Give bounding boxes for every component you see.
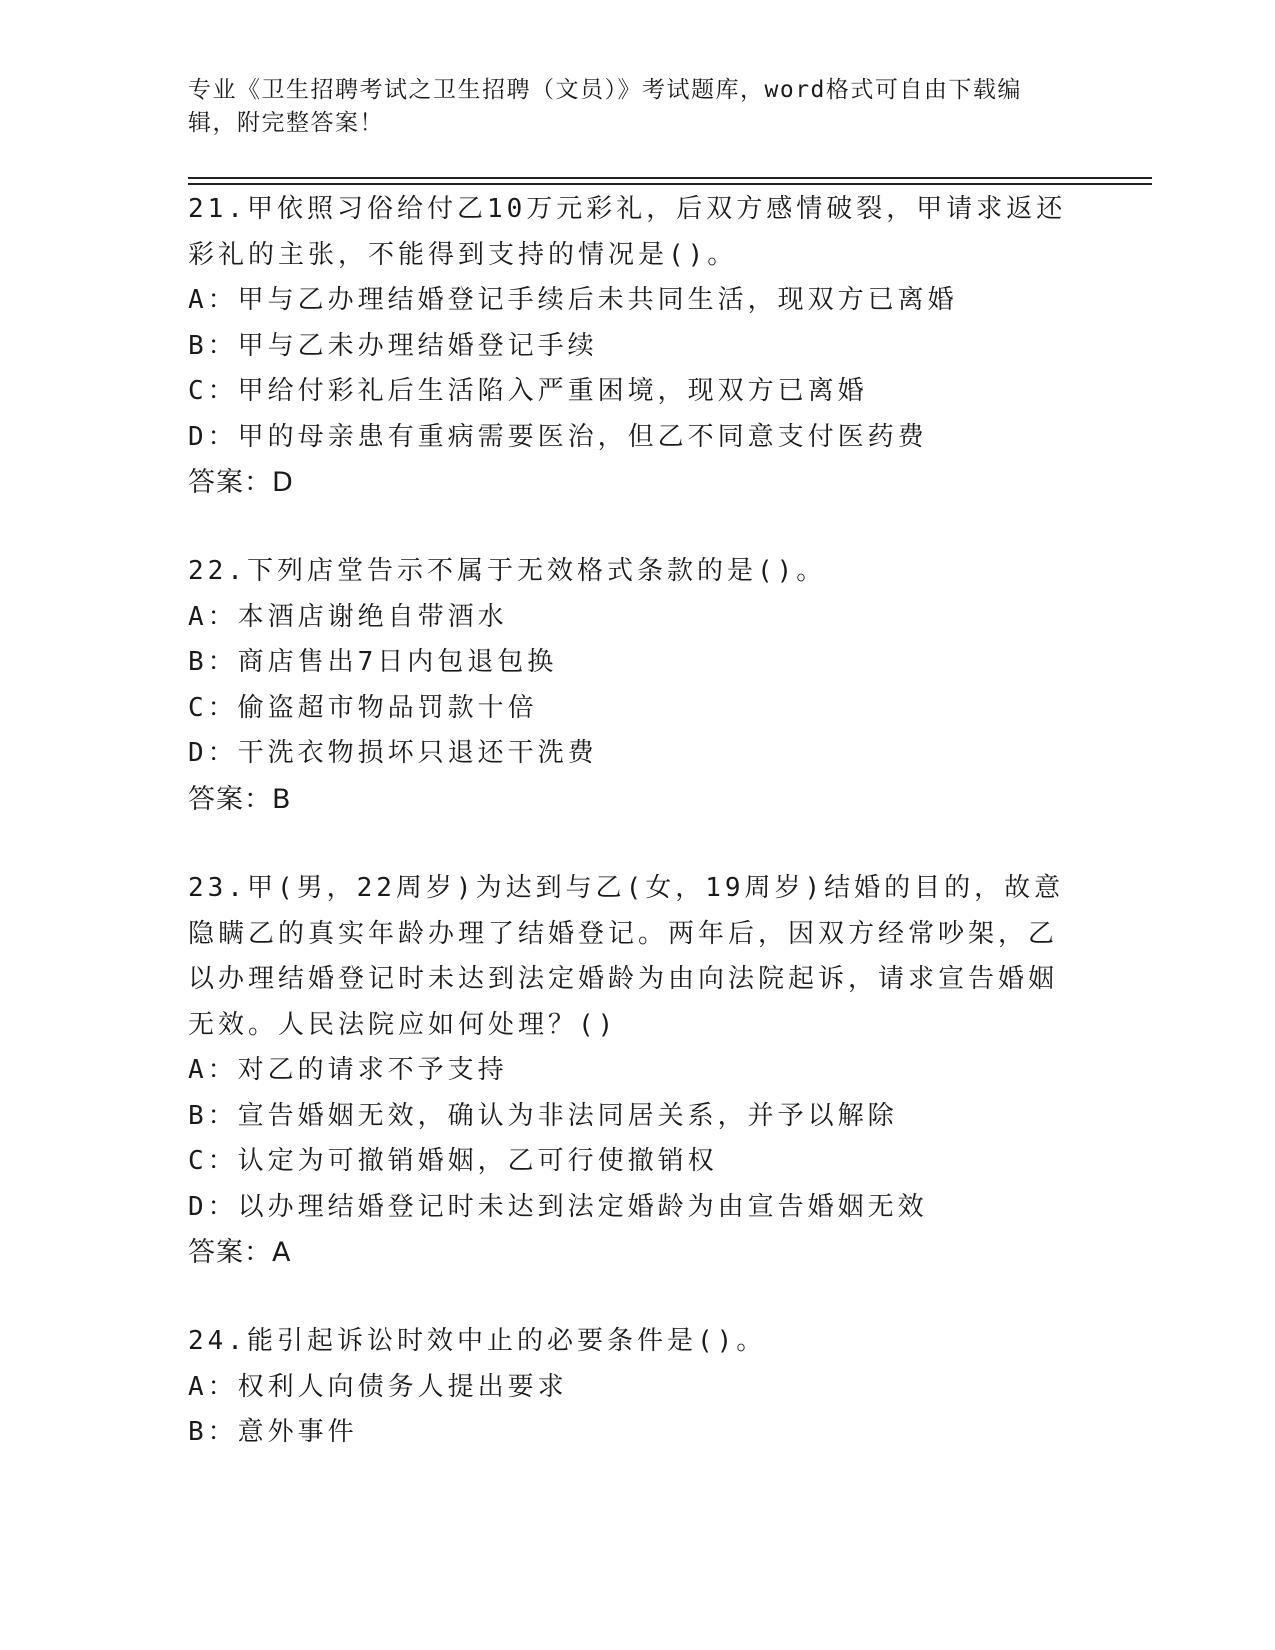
option-a: A：对乙的请求不予支持	[188, 1055, 508, 1085]
question-23	[188, 866, 1068, 1276]
answer-label: 答案：B	[188, 783, 292, 815]
answer-label: 答案：A	[188, 1237, 292, 1268]
option-a: A：本酒店谢绝自带酒水	[188, 601, 508, 632]
question-text: 24.能引起诉讼时效中止的必要条件是()。	[188, 1326, 767, 1356]
option-c: C：甲给付彩礼后生活陷入严重困境，现双方已离婚	[188, 376, 868, 406]
option-d: D：以办理结婚登记时未达到法定婚龄为由宣告婚姻无效	[188, 1191, 928, 1222]
question-text: 23.甲(男，22周岁)为达到与乙(女，19周岁)结婚的目的，故意隐瞒乙的真实年龄办理了结婚登记。两年后，因双方经常吵架，乙以办理结婚登记时未达到法定婚龄为由向法院起诉，请求宣告婚姻无效。人民法院应如何处理？()	[188, 873, 1065, 1040]
option-b: B：宣告婚姻无效，确认为非法同居关系，并予以解除	[188, 1100, 898, 1131]
option-a: A：权利人向债务人提出要求	[188, 1371, 568, 1402]
option-b: B：意外事件	[188, 1417, 358, 1447]
question-21	[188, 187, 1068, 506]
option-b: B：甲与乙未办理结婚登记手续	[188, 330, 598, 361]
question-24	[188, 1319, 1068, 1456]
document-header: 专业《卫生招聘考试之卫生招聘（文员）》考试题库，word格式可自由下载编辑，附完整答案！	[188, 77, 1022, 136]
option-c: C：偷盗超市物品罚款十倍	[188, 692, 538, 723]
header-divider-top	[188, 177, 1152, 179]
question-text: 21.甲依照习俗给付乙10万元彩礼，后双方感情破裂，甲请求返还彩礼的主张，不能得到支持的情况是()。	[188, 194, 1067, 270]
header-divider-bottom	[188, 183, 1152, 185]
option-d: D：干洗衣物损坏只退还干洗费	[188, 738, 598, 768]
question-text: 22.下列店堂告示不属于无效格式条款的是()。	[188, 556, 827, 586]
option-c: C：认定为可撤销婚姻，乙可行使撤销权	[188, 1146, 718, 1176]
option-b: B：商店售出7日内包退包换	[188, 647, 558, 677]
question-22	[188, 549, 1068, 822]
option-d: D：甲的母亲患有重病需要医治，但乙不同意支付医药费	[188, 421, 928, 452]
answer-label: 答案：D	[188, 467, 294, 498]
option-a: A：甲与乙办理结婚登记手续后未共同生活，现双方已离婚	[188, 285, 958, 315]
